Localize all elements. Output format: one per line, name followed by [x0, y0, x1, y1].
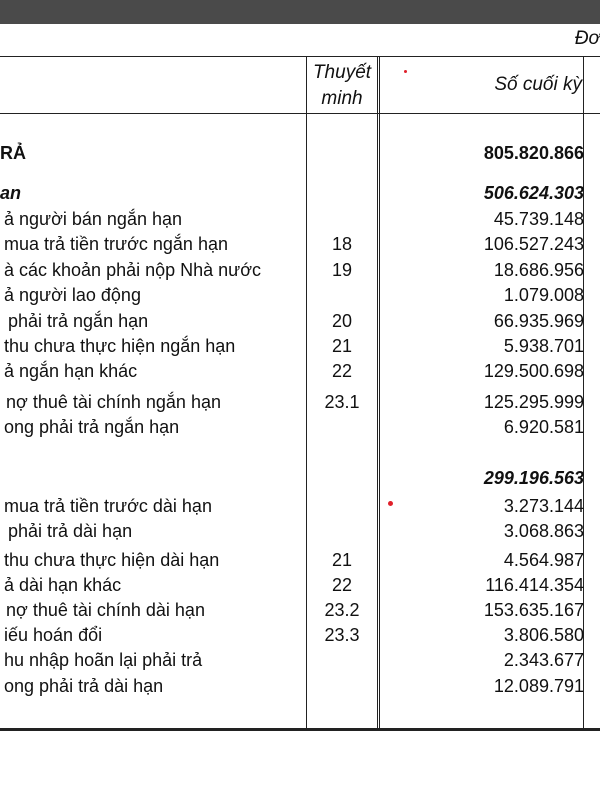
value-column-header: Số cuối kỳ: [494, 74, 582, 95]
row-label: phải trả dài hạn: [8, 521, 133, 541]
note-header-line1: Thuyết: [312, 62, 372, 83]
table-row: [0, 676, 600, 702]
row-label: à các khoản phải nộp Nhà nước: [4, 260, 262, 280]
red-mark-small: [404, 70, 407, 73]
table-row: [0, 625, 600, 651]
row-value: 106.527.243: [483, 234, 584, 254]
row-label: ả người lao động: [4, 285, 141, 305]
table-row: [0, 234, 600, 260]
table-row: [0, 285, 600, 311]
table-row: [0, 575, 600, 601]
row-value: 45.739.148: [493, 209, 584, 229]
row-label: ong phải trả dài hạn: [4, 676, 164, 696]
table-row: [0, 468, 600, 494]
row-note: 19: [331, 260, 353, 280]
header-bottom-border: [0, 113, 600, 114]
table-row: [0, 361, 600, 387]
row-note: 21: [331, 550, 353, 570]
row-value: 3.273.144: [503, 496, 584, 516]
row-value: 2.343.677: [503, 650, 584, 670]
row-label: ả ngắn hạn khác: [4, 361, 138, 381]
row-note: 23.3: [324, 625, 360, 645]
row-label: ả dài hạn khác: [4, 575, 122, 595]
row-value: 3.068.863: [503, 521, 584, 541]
row-note: 23.2: [324, 600, 360, 620]
row-note: 21: [331, 336, 353, 356]
row-note: 23.1: [324, 392, 360, 412]
table-row: [0, 650, 600, 676]
table-row: [0, 209, 600, 235]
row-value: 129.500.698: [483, 361, 584, 381]
row-value: 116.414.354: [485, 575, 584, 595]
row-value: 3.806.580: [503, 625, 584, 645]
row-label: nợ thuê tài chính ngắn hạn: [6, 392, 221, 412]
row-label: iếu hoán đổi: [4, 625, 103, 645]
note-header-line2: minh: [321, 88, 363, 109]
row-value: 6.920.581: [503, 417, 584, 437]
row-value: 506.624.303: [483, 183, 584, 203]
table-row: [0, 417, 600, 443]
table-row: [0, 521, 600, 547]
table-row: [0, 496, 600, 522]
table-row: [0, 183, 600, 209]
top-dark-bar: [0, 0, 600, 24]
table-row: [0, 392, 600, 418]
row-label: RẢ: [0, 143, 26, 163]
row-value: 805.820.866: [483, 143, 584, 163]
row-label: thu chưa thực hiện dài hạn: [4, 550, 220, 570]
table-row: [0, 336, 600, 362]
row-value: 125.295.999: [483, 392, 584, 412]
unit-label: Đơ: [574, 28, 600, 49]
row-note: 20: [331, 311, 353, 331]
row-value: 18.686.956: [493, 260, 584, 280]
row-value: 12.089.791: [493, 676, 584, 696]
row-note: 22: [331, 361, 353, 381]
row-value: 153.635.167: [483, 600, 584, 620]
row-label: nợ thuê tài chính dài hạn: [6, 600, 205, 620]
table-bottom-border: [0, 728, 600, 731]
row-label: phải trả ngắn hạn: [8, 311, 149, 331]
row-label: mua trả tiền trước dài hạn: [4, 496, 212, 516]
table-row: [0, 143, 600, 169]
row-value: 1.079.008: [503, 285, 584, 305]
row-label: mua trả tiền trước ngắn hạn: [4, 234, 228, 254]
table-row: [0, 260, 600, 286]
red-mark: [388, 501, 393, 506]
row-note: 18: [331, 234, 353, 254]
row-value: 4.564.987: [503, 550, 584, 570]
table-row: [0, 600, 600, 626]
table-row: [0, 311, 600, 337]
table-top-border: [0, 56, 600, 57]
table-row: [0, 550, 600, 576]
row-label: ả người bán ngắn hạn: [4, 209, 182, 229]
unit-line: [0, 26, 600, 56]
row-value: 299.196.563: [483, 468, 584, 488]
row-label: an: [0, 183, 22, 203]
row-label: hu nhập hoãn lại phải trả: [4, 650, 203, 670]
row-note: 22: [331, 575, 353, 595]
row-value: 66.935.969: [493, 311, 584, 331]
row-value: 5.938.701: [503, 336, 584, 356]
row-label: ong phải trả ngắn hạn: [4, 417, 180, 437]
row-label: thu chưa thực hiện ngắn hạn: [4, 336, 236, 356]
note-column-header: [307, 60, 377, 112]
